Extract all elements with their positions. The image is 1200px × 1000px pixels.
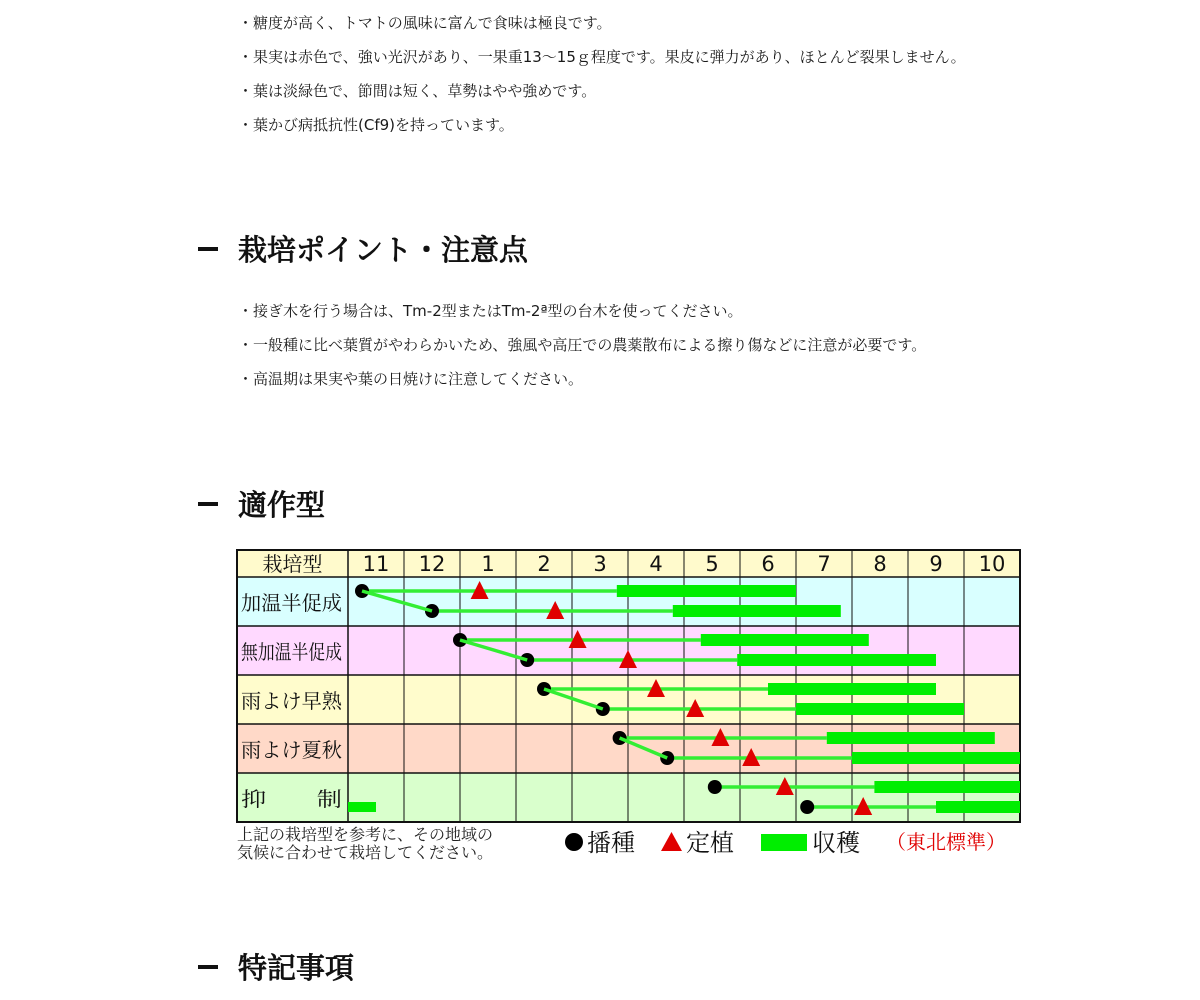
header-label: 栽培型 <box>262 552 323 576</box>
heading-dash-icon <box>198 502 218 506</box>
list-item: ・葉かび病抵抗性(Cf9)を持っています。 <box>238 116 514 134</box>
chart-note-line: 上記の栽培型を参考に、その地域の <box>237 825 494 844</box>
sowing-point <box>800 800 814 814</box>
section-title: 適作型 <box>238 488 326 522</box>
heading-dash-icon <box>198 965 218 969</box>
month-tick-label: 7 <box>817 552 831 576</box>
legend-planting-label: 定植 <box>686 829 734 857</box>
section-heading-cropping-types <box>198 483 325 524</box>
harvest-bar <box>874 781 1020 793</box>
row-label: 雨よけ夏秋 <box>241 738 342 762</box>
cropping-schedule-chart <box>234 546 1024 866</box>
cultivation-points-list <box>238 301 926 403</box>
month-tick-label: 10 <box>978 552 1006 576</box>
row-label: 雨よけ早熟 <box>241 689 344 713</box>
harvest-bar <box>701 634 869 646</box>
month-tick-label: 11 <box>362 552 390 576</box>
list-item: ・葉は淡緑色で、節間は短く、草勢はやや強めです。 <box>238 82 597 100</box>
chart-note-line: 気候に合わせて栽培してください。 <box>237 843 494 862</box>
month-tick-label: 5 <box>705 552 719 576</box>
month-tick-label: 3 <box>593 552 607 576</box>
list-item: ・糖度が高く、トマトの風味に富んで食味は極良です。 <box>238 14 612 32</box>
legend-harvest-label: 収穫 <box>812 829 860 857</box>
list-item: ・高温期は果実や葉の日焼けに注意してください。 <box>238 370 584 388</box>
harvest-bar <box>796 703 964 715</box>
month-tick-label: 1 <box>481 552 495 576</box>
harvest-bar <box>673 605 841 617</box>
month-tick-label: 12 <box>418 552 446 576</box>
sowing-point <box>613 731 627 745</box>
list-item: ・接ぎ木を行う場合は、Tm-2型またはTm-2ª型の台木を使ってください。 <box>238 302 743 320</box>
section-title: 特記事項 <box>238 951 355 985</box>
row-label: 無加温半促成 <box>241 640 342 664</box>
harvest-bar <box>768 683 936 695</box>
section-heading-special-notes <box>198 946 354 987</box>
heading-dash-icon <box>198 247 218 251</box>
harvest-bar <box>617 585 796 597</box>
sowing-point <box>708 780 722 794</box>
region-standard-note: （東北標準） <box>886 830 1006 854</box>
month-tick-label: 2 <box>537 552 551 576</box>
harvest-bar <box>852 752 1020 764</box>
legend-sowing-label: 播種 <box>587 829 635 857</box>
row-label: 抑 制 <box>241 787 342 811</box>
month-tick-label: 4 <box>649 552 663 576</box>
month-tick-label: 8 <box>873 552 887 576</box>
harvest-bar <box>827 732 995 744</box>
harvest-bar <box>936 801 1020 813</box>
row-label: 加温半促成 <box>241 591 342 615</box>
legend-sowing-icon <box>565 833 583 851</box>
feature-list <box>238 13 966 149</box>
legend-harvest-icon <box>761 834 807 851</box>
harvest-bar <box>737 654 936 666</box>
month-tick-label: 6 <box>761 552 775 576</box>
list-item: ・一般種に比べ葉質がやわらかいため、強風や高圧での農薬散布による擦り傷などに注意が必要です。 <box>238 336 927 354</box>
section-title: 栽培ポイント・注意点 <box>238 233 529 267</box>
list-item: ・果実は赤色で、強い光沢があり、一果重13～15ｇ程度です。果皮に弾力があり、ほとんど裂果しません。 <box>238 48 966 66</box>
legend-planting-icon <box>661 832 682 851</box>
month-tick-label: 9 <box>929 552 943 576</box>
section-heading-cultivation-points <box>198 228 528 269</box>
harvest-bar <box>348 802 376 812</box>
